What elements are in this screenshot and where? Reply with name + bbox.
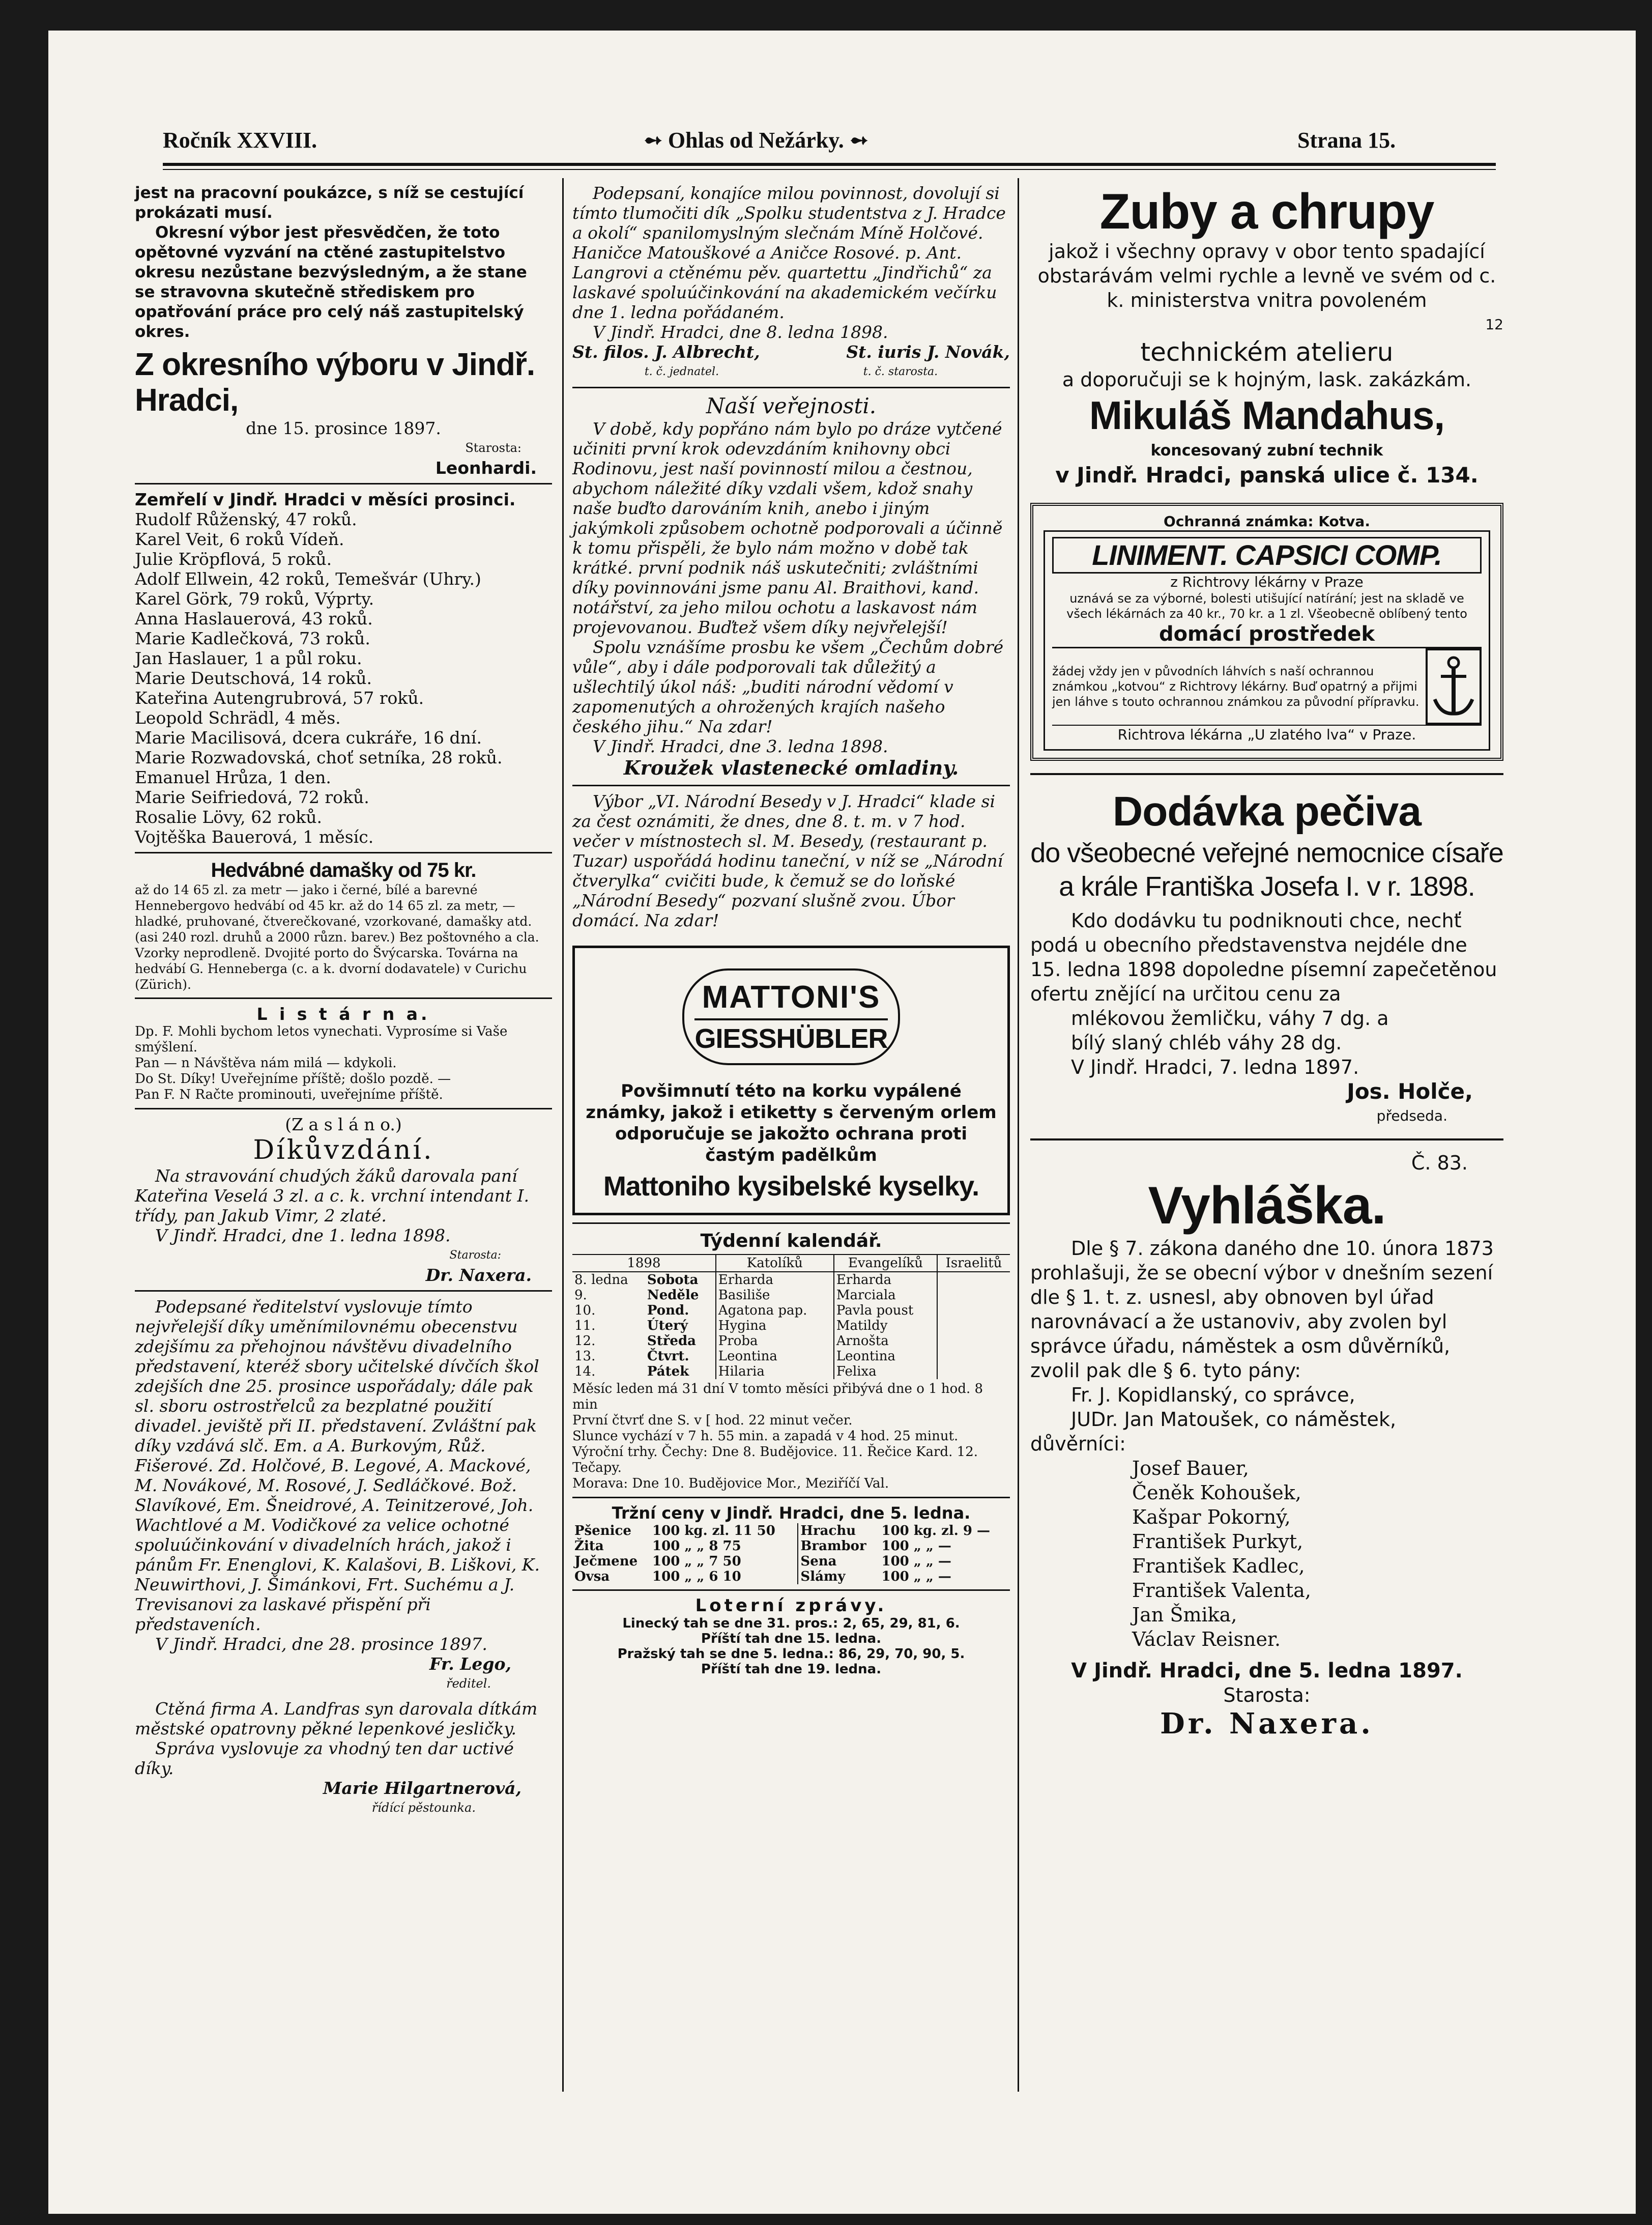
price-cell: Hrachu (798, 1523, 879, 1538)
calendar-cell: 12. (574, 1333, 596, 1349)
column-1 (135, 183, 552, 1818)
calendar-cell: Arnošta (834, 1333, 937, 1349)
trustee-name: Čeněk Kohoušek, (1132, 1481, 1301, 1504)
lin-from: z Richtrovy lékárny v Praze (1170, 574, 1364, 590)
death-entry: Julie Kröpflová, 5 roků. (135, 549, 332, 569)
calendar-cell: Erharda (716, 1272, 834, 1288)
reditelstvi-role: ředitel. (446, 1676, 491, 1691)
price-cell: 100 kg. zl. 11 50 (652, 1523, 775, 1538)
dik-title: Díkůvzdání. (253, 1135, 434, 1165)
death-entry: Rosalie Lövy, 62 roků. (135, 807, 322, 827)
calendar-cell: Hilaria (716, 1364, 834, 1379)
intro-text: jest na pracovní poukázce, s níž se cestující prokázati musí. (135, 184, 524, 222)
zuby-text: jakož i všechny opravy v obor tento spadající obstarávám velmi rychle a levně ve svém od c. k. ministerstva vnitra povoleném (1037, 240, 1496, 311)
death-entry: Adolf Ellwein, 42 roků, Temešvár (Uhry.) (135, 569, 481, 589)
listarna-title: L i s t á r n a. (256, 1004, 430, 1024)
mattoni-ad (572, 946, 1010, 1215)
calendar-row (572, 1318, 1010, 1333)
dentist-addr: v Jindř. Hradci, panská ulice č. 134. (1055, 463, 1479, 488)
death-entry: Vojtěška Bauerová, 1 měsíc. (135, 827, 374, 847)
death-entry: Rudolf Růženský, 47 roků. (135, 509, 357, 529)
price-cell: Pšenice (574, 1523, 631, 1538)
column-divider-2 (1018, 178, 1019, 2092)
lottery-prague: Pražský tah se dne 5. ledna.: 86, 29, 70, 90, 5. (617, 1646, 965, 1662)
calendar-row (572, 1288, 1010, 1303)
price-cell: 100 „ „ 7 50 (652, 1554, 741, 1569)
lottery-linz: Linecký tah se dne 31. pros.: 2, 65, 29, 81, 6. (622, 1616, 960, 1631)
prices-title: Tržní ceny v Jindř. Hradci, dne 5. ledna. (612, 1503, 971, 1523)
calendar-note: Morava: Dne 10. Budějovice Mor., Meziříčí Val. (572, 1476, 889, 1491)
zuby-num: 12 (1485, 316, 1503, 333)
verejnost-sign: Kroužek vlastenecké omladiny. (623, 756, 959, 779)
header-page: Strana 15. (1297, 128, 1396, 153)
lottery-prague-next: Příští tah dne 19. ledna. (701, 1662, 882, 1677)
starosta-name: Leonhardi. (435, 458, 537, 478)
beseda-text: Výbor „VI. Národní Besedy v J. Hradci“ klade si za čest oznámiti, že dnes, dne 8. t. m. v 7 hod. večer v místnostech sl. M. Besedy, (restaurant p. Tuzar) uspořádá hodinu taneční, v níž se „Národní čtverylka“ cvičiti bude, k čemuž se do loňské „Národní Besedy“ pozvaní slušně zvou. Úbor domácí. Na zdar! (572, 791, 1003, 930)
section-rule (572, 387, 1010, 388)
silk-title: Hedvábné damašky od 75 kr. (211, 859, 476, 881)
atelier: technickém atelieru (1140, 337, 1394, 367)
trustee-name: Václav Reisner. (1132, 1628, 1281, 1650)
trustee-name: Jan Šmika, (1132, 1604, 1237, 1626)
calendar-note: První čtvrť dne S. v [ hod. 22 minut večer. (572, 1413, 853, 1428)
sprava-role: řídící pěstounka. (371, 1801, 476, 1815)
vyhlaska-duvernici: důvěrníci: (1030, 1433, 1126, 1455)
calendar-cell: Hygina (716, 1318, 834, 1333)
mattoni-label-2: GIESSHÜBLER (694, 1023, 888, 1054)
price-cell: Brambor (798, 1538, 879, 1554)
calendar-header: Evangelíků (834, 1254, 937, 1272)
lin-footer: Richtrova lékárna „U zlatého lva“ v Praze. (1052, 725, 1482, 744)
calendar-cell: Proba (716, 1333, 834, 1349)
starosta-label: Starosta: (465, 441, 521, 455)
death-entry: Jan Haslauer, 1 a půl roku. (135, 648, 362, 668)
lin-remedy: domácí prostředek (1052, 621, 1482, 648)
mattoni-label-1: MATTONI'S (702, 980, 881, 1015)
header-volume: Ročník XXVIII. (163, 128, 317, 153)
calendar-cell (937, 1288, 1010, 1303)
price-cell: Ječmene (574, 1554, 638, 1569)
zaslano-label: (Z a s l á n o.) (285, 1115, 402, 1134)
calendar-cell: Matildy (834, 1318, 937, 1333)
vyhlaska-date: V Jindř. Hradci, dne 5. ledna 1897. (1071, 1659, 1463, 1682)
calendar-row (572, 1364, 1010, 1379)
calendar-cell: Neděle (647, 1288, 699, 1303)
trustee-name: Josef Bauer, (1132, 1457, 1249, 1479)
column-3 (1030, 183, 1503, 1740)
calendar-cell: Basiliše (716, 1288, 834, 1303)
spolek-role-right: t. č. starosta. (863, 365, 938, 378)
trustee-name: František Purkyt, (1132, 1530, 1303, 1553)
trustee-name: František Valenta, (1132, 1579, 1311, 1602)
price-cell: 100 „ „ — (881, 1554, 951, 1569)
calendar-note: Měsíc leden má 31 dní V tomto měsíci přibývá dne o 1 hod. 8 min (572, 1381, 983, 1412)
calendar-cell (937, 1272, 1010, 1288)
mattoni-brand: Mattoniho kysibelské kyselky. (603, 1171, 979, 1202)
dodavka-item-1: mlékovou žemličku, váhy 7 dg. a (1071, 1007, 1389, 1030)
death-entry: Emanuel Hrůza, 1 den. (135, 767, 331, 787)
lin-inner (1044, 530, 1490, 751)
vyhlaska-text: Dle § 7. zákona daného dne 10. února 1873 prohlašuji, že se obecní výbor v dnešním sezení dle § 1. t. z. usnesl, aby obnoven byl úřad narovnávací a že ustanoviv, aby zvolen byl správce úřadu, náměstek a osm důvěrníků, zvolil pak dle § 6. tyto pány: (1030, 1237, 1494, 1382)
death-entry: Leopold Schrädl, 4 měs. (135, 708, 341, 728)
price-cell: Sena (798, 1554, 879, 1569)
spolek-sign-left: St. filos. J. Albrecht, (572, 342, 760, 362)
section-rule (135, 1290, 552, 1292)
death-entry: Marie Kadlečková, 73 roků. (135, 629, 370, 648)
spolek-role-left: t. č. jednatel. (644, 365, 719, 378)
price-cell: Žita (574, 1538, 604, 1554)
price-cell: 100 „ „ 6 10 (652, 1569, 741, 1584)
calendar-row (572, 1349, 1010, 1364)
section-rule (572, 1222, 1010, 1224)
vyhlaska-starosta: Starosta: (1223, 1684, 1311, 1706)
dodavka-title: Dodávka pečiva (1113, 788, 1421, 835)
calendar-cell (937, 1318, 1010, 1333)
anchor-icon (1426, 648, 1482, 725)
from-committee-date: dne 15. prosince 1897. (246, 418, 441, 438)
calendar-header: 1898 (627, 1256, 661, 1271)
calendar-cell: Agatona pap. (716, 1303, 834, 1318)
reditelstvi-name: Fr. Lego, (429, 1654, 511, 1674)
lin-title: LINIMENT. CAPSICI COMP. (1052, 537, 1482, 574)
sprava-text: Správa vyslovuje za vhodný ten dar uctivé díky. (135, 1738, 514, 1778)
calendar-note: Slunce vychází v 7 h. 55 min. a zapadá v 4 hod. 25 minut. (572, 1429, 959, 1444)
dodavka-item-2: bílý slaný chléb váhy 28 dg. (1071, 1032, 1342, 1054)
dodavka-sub-2: a krále Františka Josefa I. v r. 1898. (1059, 871, 1475, 902)
section-rule (572, 1589, 1010, 1591)
column-divider-1 (562, 178, 564, 2092)
listarna-entry: Pan F. N Račte prominouti, uveřejníme příště. (135, 1087, 443, 1102)
calendar-cell: Pátek (647, 1364, 689, 1379)
prices-table (572, 1523, 1010, 1584)
dik-starosta: Starosta: (449, 1249, 501, 1262)
cal-title: Týdenní kalendář. (700, 1231, 882, 1251)
section-rule (135, 997, 552, 999)
calendar-cell: 8. ledna (574, 1272, 628, 1288)
header-rule (163, 163, 1496, 166)
death-entry: Marie Seifriedová, 72 roků. (135, 787, 369, 807)
vyhlaska-title: Vyhláška. (1148, 1176, 1386, 1235)
trustee-name: František Kadlec, (1132, 1555, 1305, 1577)
mattoni-text: Povšimnutí této na korku vypálené známky, jakož i etiketty s červeným orlem odporučuje se jakožto ochrana proti častým padělkům (586, 1081, 997, 1165)
calendar-cell: 10. (574, 1303, 596, 1318)
calendar-row (572, 1303, 1010, 1318)
verejnost-text-2: Spolu vznášíme prosbu ke všem „Čechům dobré vůle“, aby i dále podporovali tak důležitý a ušlechtilý úkol náš: „buditi národní vědomí v zapomenutých a ohrožených krajích našeho českého jihu.“ Na zdar! (572, 637, 1004, 736)
calendar-header: Katolíků (716, 1254, 834, 1272)
death-entry: Karel Veit, 6 roků Vídeň. (135, 529, 344, 549)
header-title: ➻ Ohlas od Nežárky. ➻ (644, 128, 868, 153)
death-entry: Marie Deutschová, 14 roků. (135, 668, 372, 688)
liniment-ad (1030, 503, 1503, 761)
listarna-entry: Pan — n Návštěva nám milá — kdykoli. (135, 1056, 397, 1071)
calendar-row (572, 1272, 1010, 1288)
death-entry: Marie Macilisová, dcera cukráře, 16 dní. (135, 728, 482, 748)
lin-mark: Ochranná známka: Kotva. (1164, 513, 1370, 530)
lottery-linz-next: Příští tah dne 15. ledna. (701, 1631, 882, 1646)
price-row (572, 1569, 1010, 1584)
dodavka-name: Jos. Holče, (1347, 1079, 1473, 1104)
calendar-cell: Sobota (647, 1272, 699, 1288)
sprava-name: Marie Hilgartnerová, (323, 1778, 521, 1798)
calendar-cell: Úterý (647, 1318, 688, 1333)
from-committee-title: Z okresního výboru v Jindř. Hradci, (135, 347, 535, 418)
section-rule (1030, 1138, 1503, 1140)
lin-text-2: žádej vždy jen v původních láhvích s naší ochrannou známkou „kotvou“ z Richtrovy lékárny. Buď opatrný a přijmi jen láhve s touto ochrannou známkou za původní přípravku. (1052, 664, 1419, 709)
vyhlaska-num: Č. 83. (1411, 1152, 1468, 1174)
price-cell: 100 kg. zl. 9 — (881, 1523, 991, 1538)
death-entry: Anna Haslauerová, 43 roků. (135, 609, 373, 629)
spolek-signatures (572, 342, 1010, 362)
price-cell: 100 „ „ — (881, 1538, 951, 1554)
spolek-date: V Jindř. Hradci, dne 8. ledna 1898. (593, 322, 888, 342)
deaths-title: Zemřelí v Jindř. Hradci v měsíci prosinci. (135, 490, 516, 509)
calendar-cell: 11. (574, 1318, 596, 1333)
death-entry: Karel Görk, 79 roků, Výprty. (135, 589, 374, 609)
section-rule (1030, 773, 1503, 775)
zuby-title: Zuby a chrupy (1099, 183, 1434, 239)
calendar-cell: Felixa (834, 1364, 937, 1379)
death-entry: Kateřina Autengrubrová, 57 roků. (135, 688, 424, 708)
verejnost-text: V době, kdy popřáno nám bylo po dráze vytčené učiniti první krok odevzdáním knihovny obci Rodinovu, jest naší povinností milou a čestnou, abychom náležité díky vzdali všem, kdož snahy naše buďto darováním knih, anebo i jiným jakýmkoli způsobem ochotně podporovali a účinně k tomu přispěli, že bylo nám možno v době tak krátké. první podnik náš uskutečniti; zvláštními díky povinnováni jsme panu Al. Braithovi, kand. notářství, za jeho milou ochotu a laskavost nám projevovanou. Buďtež všem díky nejvřelejší! (572, 419, 1003, 637)
dik-date: V Jindř. Hradci, dne 1. ledna 1898. (155, 1225, 451, 1245)
header-rule-thin (163, 169, 1496, 170)
price-cell: Slámy (798, 1569, 879, 1584)
price-row (572, 1554, 1010, 1569)
calendar-cell: 14. (574, 1364, 596, 1379)
dodavka-text: Kdo dodávku tu podniknouti chce, nechť podá u obecního představenstva nejdéle dne 15. ledna 1898 dopoledne písemní zapečetěnou ofertu znějící na určitou cenu za (1030, 909, 1497, 1005)
listarna-entry: Dp. F. Mohli bychom letos vynechati. Vyprosíme si Vaše smýšlení. (135, 1024, 508, 1055)
calendar-note: Výroční trhy. Čechy: Dne 8. Budějovice. 11. Řečice Kard. 12. Tečapy. (572, 1444, 978, 1475)
reditelstvi-date: V Jindř. Hradci, dne 28. prosince 1897. (155, 1634, 487, 1654)
calendar-cell: Pond. (647, 1303, 689, 1318)
verejnost-title: Naší veřejnosti. (706, 393, 877, 418)
silk-text: až do 14 65 zl. za metr — jako i černé, bílé a barevné Hennebergovo hedvábí od 45 kr. až do 14 65 zl. za metr, — hladké, pruhované, čtverečkované, vzorkované, damašky atd. (asi 240 rozl. druhů a 2000 různ. barev.) Bez poštovného a cla. Vzorky neprodleně. Dvojité porto do Švýcarska. Továrna na hedvábí G. Henneberga (c. a k. dvorní dodavatele) v Curichu (Zürich). (135, 882, 539, 992)
section-rule (572, 1497, 1010, 1498)
dodavka-sub-1: do všeobecné veřejné nemocnice císaře (1030, 838, 1503, 868)
calendar-cell (937, 1333, 1010, 1349)
calendar-cell: Leontina (716, 1349, 834, 1364)
calendar-header: Israelitů (937, 1254, 1010, 1272)
appeal-text: Okresní výbor jest přesvědčen, že toto opětovné vyzvání na ctěné zastupitelstvo okresu nezůstane bezvýsledným, a že stane se stravovna skutečně střediskem pro opatřování práce pro celý náš zastupitelský okres. (135, 223, 527, 341)
calendar-cell (937, 1364, 1010, 1379)
dodavka-date: V Jindř. Hradci, 7. ledna 1897. (1071, 1056, 1359, 1078)
newspaper-page (48, 31, 1636, 2214)
spolek-text: Podepsaní, konajíce milou povinnost, dovolují si tímto tlumočiti dík „Spolku studentstva z J. Hradce a okolí“ spanilomyslným slečnám Míně Holčové. Haničce Matouškové a Aničce Rosové. p. Ant. Langrovi a ctěnému pěv. quartettu „Jindřichů“ za laskavé spoluúčinkování na akademickém večírku dne 1. ledna pořádaném. (572, 183, 1006, 322)
calendar-cell: Čtvrt. (647, 1349, 689, 1364)
section-rule (135, 1108, 552, 1109)
price-row (572, 1523, 1010, 1538)
zuby-text-2: a doporučuji se k hojným, lask. zakázkám. (1062, 368, 1472, 391)
vyhlaska-name: Dr. Naxera. (1160, 1707, 1374, 1741)
column-2 (572, 183, 1010, 1677)
landfras-text: Ctěná firma A. Landfras syn darovala dítkám městské opatrovny pěkné lepenkové jesličky. (135, 1699, 538, 1738)
death-entry: Marie Rozwadovská, choť setníka, 28 roků. (135, 748, 503, 767)
calendar-cell: Leontina (834, 1349, 937, 1364)
calendar-cell: Pavla poust (834, 1303, 937, 1318)
mattoni-cork-stamp (682, 968, 900, 1065)
calendar-cell: Marciala (834, 1288, 937, 1303)
calendar-cell: 13. (574, 1349, 596, 1364)
cork-line (694, 1018, 888, 1020)
calendar-cell: 9. (574, 1288, 587, 1303)
dentist-name: Mikuláš Mandahus, (1089, 393, 1445, 438)
price-cell: 100 „ „ — (881, 1569, 951, 1584)
price-cell: 100 „ „ 8 75 (652, 1538, 741, 1554)
lottery-title: Loterní zprávy. (695, 1595, 887, 1616)
spolek-sign-right: St. iuris J. Novák, (846, 342, 1010, 362)
vyhlaska-namestek: JUDr. Jan Matoušek, co náměstek, (1071, 1408, 1397, 1431)
section-rule (135, 483, 552, 484)
reditelstvi-text: Podepsané ředitelství vyslovuje tímto nejvřelejší díky uměnímilovnému obecenstvu zdejšímu za přehojnou návštěvu divadelního představení, kteréž sbory učitelské dívčích škol zdejších dne 25. prosince uspořádaly; dále pak sl. sboru ostrostřelců za bezplatné použití divadel. jeviště při II. představení. Zvláštní pak díky vzdává slč. Em. a A. Burkovým, Růž. Fišerové. Zd. Holčové, B. Legové, A. Mackové, M. Novákové, M. Rosové, J. Sedláčkové. Bož. Slavíkové, Em. Šneidrové, A. Teinitzerové, Joh. Wachtlové a M. Vodičkové za velice ochotné spoluúčinkování v divadelních hrách, jakož i pánům Fr. Enenglovi, K. Kalašovi, B. Liškovi, K. Neuwirthovi, J. Šimánkovi, Frt. Suchému a J. Trevisanovi za laskavé přispění při představeních. (135, 1297, 540, 1634)
calendar-cell: Středa (647, 1333, 696, 1349)
listarna-list (135, 1024, 552, 1103)
lin-body (1052, 648, 1482, 725)
calendar-cell (937, 1303, 1010, 1318)
trustee-name: Kašpar Pokorný, (1132, 1506, 1291, 1528)
lin-text: uznává se za výborné, bolesti utišující natírání; jest na skladě ve všech lékárnách za 40 kr., 70 kr. a 1 zl. Všeobecně oblíbený tento (1066, 591, 1467, 621)
section-rule (135, 852, 552, 853)
dik-name: Dr. Naxera. (425, 1265, 532, 1285)
calendar-table (572, 1254, 1010, 1379)
calendar-cell (937, 1349, 1010, 1364)
section-rule (572, 785, 1010, 786)
vyhlaska-names (1030, 1456, 1503, 1651)
dik-text: Na stravování chudých žáků darovala paní Kateřina Veselá 3 zl. a c. k. vrchní intendant I. třídy, pan Jakub Vimr, 2 zlaté. (135, 1166, 530, 1225)
vyhlaska-spravce: Fr. J. Kopidlanský, co správce, (1071, 1384, 1355, 1406)
price-row (572, 1538, 1010, 1554)
calendar-notes (572, 1381, 1010, 1492)
verejnost-date: V Jindř. Hradci, dne 3. ledna 1898. (593, 736, 888, 756)
spolek-roles (572, 362, 1010, 382)
listarna-entry: Do St. Díky! Uveřejníme příště; došlo pozdě. — (135, 1071, 451, 1087)
price-cell: Ovsa (574, 1569, 610, 1584)
calendar-row (572, 1333, 1010, 1349)
calendar-cell: Erharda (834, 1272, 937, 1288)
dodavka-role: předseda. (1376, 1107, 1447, 1124)
dentist-role: koncesovaný zubní technik (1150, 442, 1383, 460)
deaths-list (135, 509, 552, 847)
